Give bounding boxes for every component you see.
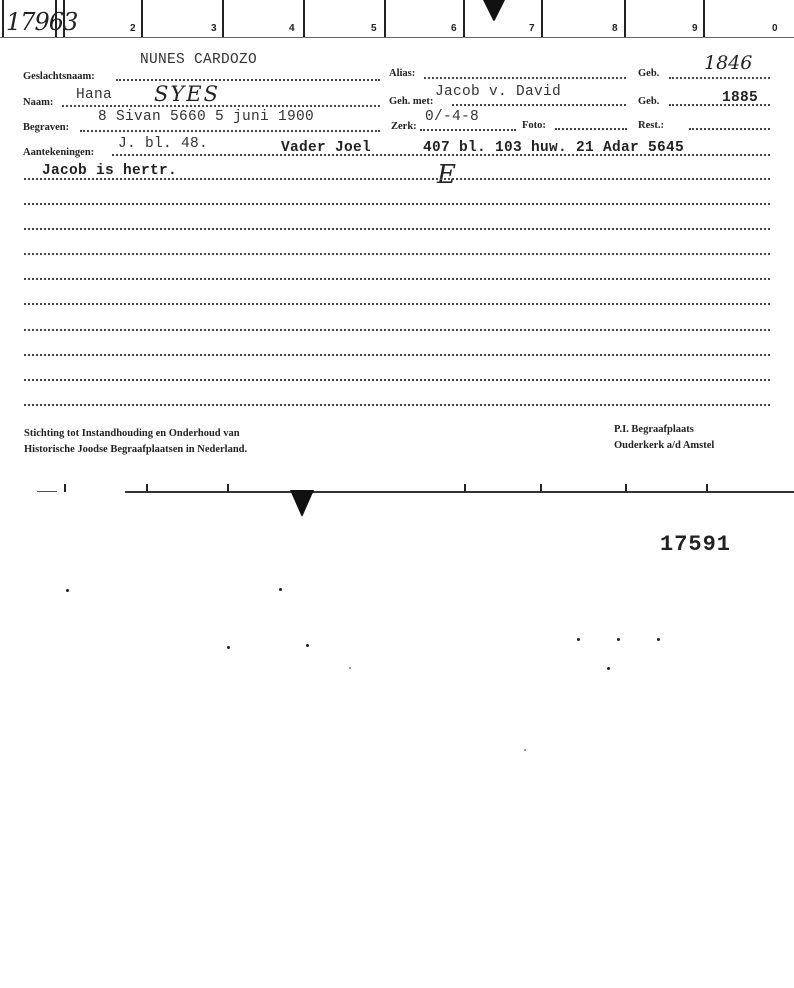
blank-line xyxy=(24,277,770,280)
burial-dots xyxy=(80,129,380,132)
blank-line xyxy=(24,227,770,230)
birth-year-label: Geb. xyxy=(638,68,660,79)
alias-dots xyxy=(424,76,626,79)
notes-value: J. bl. 48. xyxy=(118,136,209,152)
surname-dots xyxy=(116,78,380,81)
column-grid xyxy=(0,0,794,40)
blank-line xyxy=(24,403,770,406)
notes-father: Vader Joel xyxy=(281,140,372,156)
column-number-7: 7 xyxy=(529,23,535,34)
column-number-6: 6 xyxy=(451,23,457,34)
burial-label: Begraven: xyxy=(23,122,70,133)
foundation-name: Stichting tot Instandhouding en Onderhoud van Historische Joodse Begraafplaatsen in Nederland. xyxy=(24,428,248,455)
first-name-value: Hana xyxy=(76,87,113,103)
grave-label: Zerk: xyxy=(391,121,417,132)
column-number-5: 5 xyxy=(371,23,377,34)
surname-label: Geslachtsnaam: xyxy=(23,71,95,82)
photo-dots xyxy=(555,127,627,130)
burial-value: 8 Sivan 5660 5 juni 1900 xyxy=(98,109,315,125)
spouse-birth-label: Geb. xyxy=(638,96,660,107)
blank-line xyxy=(24,302,770,305)
spouse-birth-value: 1885 xyxy=(722,90,759,106)
birth-year-value: 1846 xyxy=(704,52,753,74)
first-name-handwritten: SYES xyxy=(154,82,220,106)
card-bottom-edge xyxy=(0,489,794,494)
blank-line xyxy=(24,378,770,381)
blank-line xyxy=(24,353,770,356)
surname-value: NUNES CARDOZO xyxy=(140,52,258,68)
spouse-label: Geh. met: xyxy=(389,96,434,107)
alias-label: Alias: xyxy=(389,68,416,79)
column-number-4: 4 xyxy=(289,23,295,34)
spouse-value: Jacob v. David xyxy=(435,84,562,100)
first-name-dots xyxy=(62,104,380,107)
blank-line xyxy=(24,202,770,205)
birth-year-dots xyxy=(669,76,770,79)
rest-label: Rest.: xyxy=(638,120,664,131)
blank-line xyxy=(24,328,770,331)
grave-value: 0/-4-8 xyxy=(425,109,480,125)
card-number: 17963 xyxy=(6,8,78,36)
index-card xyxy=(0,0,794,493)
grave-dots xyxy=(420,128,516,131)
notes-label: Aantekeningen: xyxy=(23,147,95,158)
photo-label: Foto: xyxy=(522,120,546,131)
rest-dots xyxy=(689,127,770,130)
column-number-8: 8 xyxy=(612,23,618,34)
note-mark: E xyxy=(437,160,456,190)
column-number-9: 9 xyxy=(692,23,698,34)
column-number-2: 2 xyxy=(130,23,136,34)
note-line-dots xyxy=(24,177,770,180)
column-number-0: 0 xyxy=(772,23,778,34)
index-notch-bottom xyxy=(287,490,317,518)
column-number-3: 3 xyxy=(211,23,217,34)
note-line: Jacob is hertr. xyxy=(42,163,178,179)
index-notch-top xyxy=(479,0,509,22)
spouse-dots xyxy=(452,103,626,106)
notes-dots xyxy=(112,153,770,156)
scan-number: 17591 xyxy=(660,532,732,557)
notes-reference: 407 bl. 103 huw. 21 Adar 5645 xyxy=(423,140,685,156)
cemetery-name: P.I. Begraafplaats Ouderkerk a/d Amstel xyxy=(614,424,715,451)
blank-line xyxy=(24,252,770,255)
first-name-label: Naam: xyxy=(23,97,54,108)
